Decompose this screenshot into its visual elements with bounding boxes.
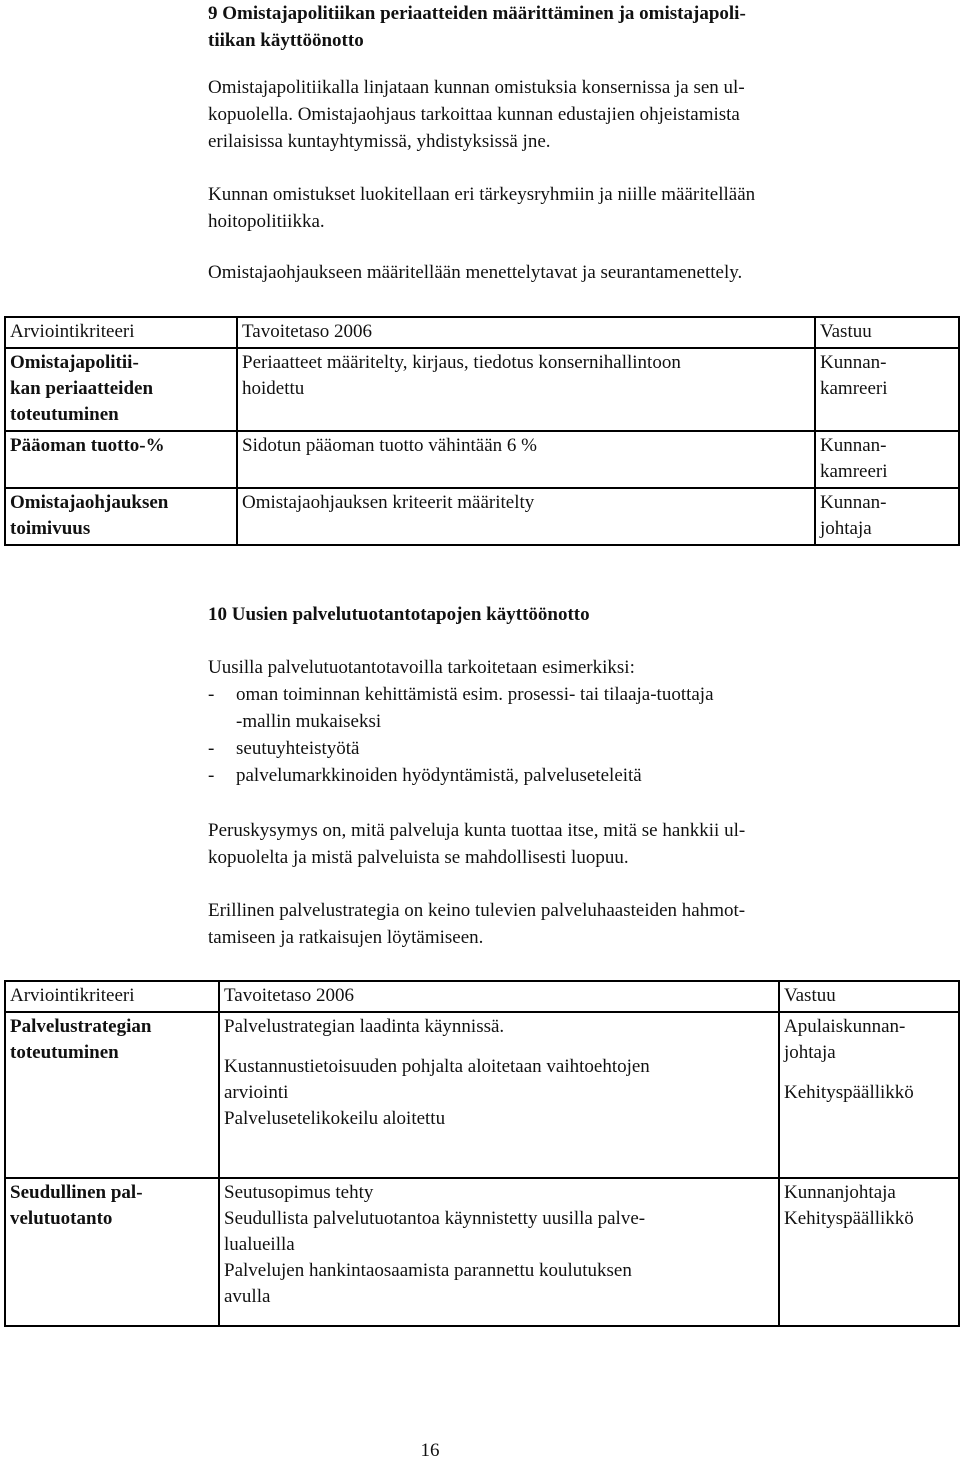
table-row [5,488,959,545]
responsible-cell: Kunnan- johtaja [815,488,959,545]
table-row [5,1012,959,1178]
text-line: Kunnan omistukset luokitellaan eri tärkeysryhmiin ja niille määritellään [208,184,756,205]
heading-line: 9 Omistajapolitiikan periaatteiden määrittäminen ja omistajapoli- [208,3,746,24]
responsible-cell: Kunnan- kamreeri [815,431,959,488]
criterion-cell: Pääoman tuotto-% [5,431,237,488]
heading-line: tiikan käyttöönotto [208,30,364,51]
criterion-cell: Palvelustrategian toteutuminen [5,1012,219,1178]
evaluation-table-2 [4,980,960,1327]
criterion-cell: Omistajaohjauksen toimivuus [5,488,237,545]
header-cell: Vastuu [779,981,959,1012]
text-line: Omistajaohjaukseen määritellään menettelytavat ja seurantamenettely. [208,262,743,283]
table-row [5,431,959,488]
page-number: 16 [420,1440,440,1461]
target-cell: Periaatteet määritelty, kirjaus, tiedotus konsernihallintoon hoidettu [237,348,815,431]
table-row [5,348,959,431]
list-item: - oman toiminnan kehittämistä esim. prosessi- tai tilaaja-tuottaja -mallin mukaiseksi [208,684,714,732]
header-cell: Vastuu [815,317,959,348]
section-9-heading [208,0,746,54]
responsible-cell: Kunnanjohtaja Kehityspäällikkö [779,1178,959,1326]
header-cell: Arviointikriteeri [5,317,237,348]
target-cell: Omistajaohjauksen kriteerit määritelty [237,488,815,545]
list-item: - seutuyhteistyötä [208,738,360,759]
section-9-paragraph-1 [208,74,745,155]
list-item: - palvelumarkkinoiden hyödyntämistä, palveluseteleitä [208,765,642,786]
responsible-cell: Kunnan- kamreeri [815,348,959,431]
text-line: hoitopolitiikka. [208,211,325,232]
header-cell: Tavoitetaso 2006 [237,317,815,348]
section-10-paragraph-1 [208,817,745,871]
criterion-cell: Seudullinen pal- velutuotanto [5,1178,219,1326]
intro-text: Uusilla palvelutuotantotavoilla tarkoitetaan esimerkiksi: [208,657,635,678]
table-header-row [5,317,959,348]
header-cell: Arviointikriteeri [5,981,219,1012]
section-10-paragraph-2 [208,897,745,951]
section-10-list [208,654,908,789]
target-cell: Palvelustrategian laadinta käynnissä. Kustannustietoisuuden pohjalta aloitetaan vaihtoehtojen arviointi Palvelusetelikokeilu aloitettu [219,1012,779,1178]
text-line: kopuolella. Omistajaohjaus tarkoittaa kunnan edustajien ohjeistamista [208,104,740,125]
header-cell: Tavoitetaso 2006 [219,981,779,1012]
text-line: Peruskysymys on, mitä palveluja kunta tuottaa itse, mitä se hankkii ul- [208,820,746,841]
section-9-paragraph-2 [208,181,755,235]
responsible-cell: Apulaiskunnan- johtaja Kehityspäällikkö [779,1012,959,1178]
table-header-row [5,981,959,1012]
target-cell: Sidotun pääoman tuotto vähintään 6 % [237,431,815,488]
criterion-cell: Omistajapolitii- kan periaatteiden toteutuminen [5,348,237,431]
section-9-paragraph-3 [208,259,742,286]
table-row [5,1178,959,1326]
target-cell: Seutusopimus tehty Seudullista palvelutuotantoa käynnistetty uusilla palve- lualueilla Palvelujen hankintaosaamista parannettu koulutuksen avulla [219,1178,779,1326]
text-line: Erillinen palvelustrategia on keino tulevien palveluhaasteiden hahmot- [208,900,746,921]
evaluation-table-1 [4,316,960,546]
text-line: tamiseen ja ratkaisujen löytämiseen. [208,927,484,948]
text-line: kopuolelta ja mistä palveluista se mahdollisesti luopuu. [208,847,629,868]
section-10-heading: 10 Uusien palvelutuotantotapojen käyttöönotto [208,604,590,625]
text-line: erilaisissa kuntayhtymissä, yhdistyksissä jne. [208,131,551,152]
text-line: Omistajapolitiikalla linjataan kunnan omistuksia konsernissa ja sen ul- [208,77,745,98]
